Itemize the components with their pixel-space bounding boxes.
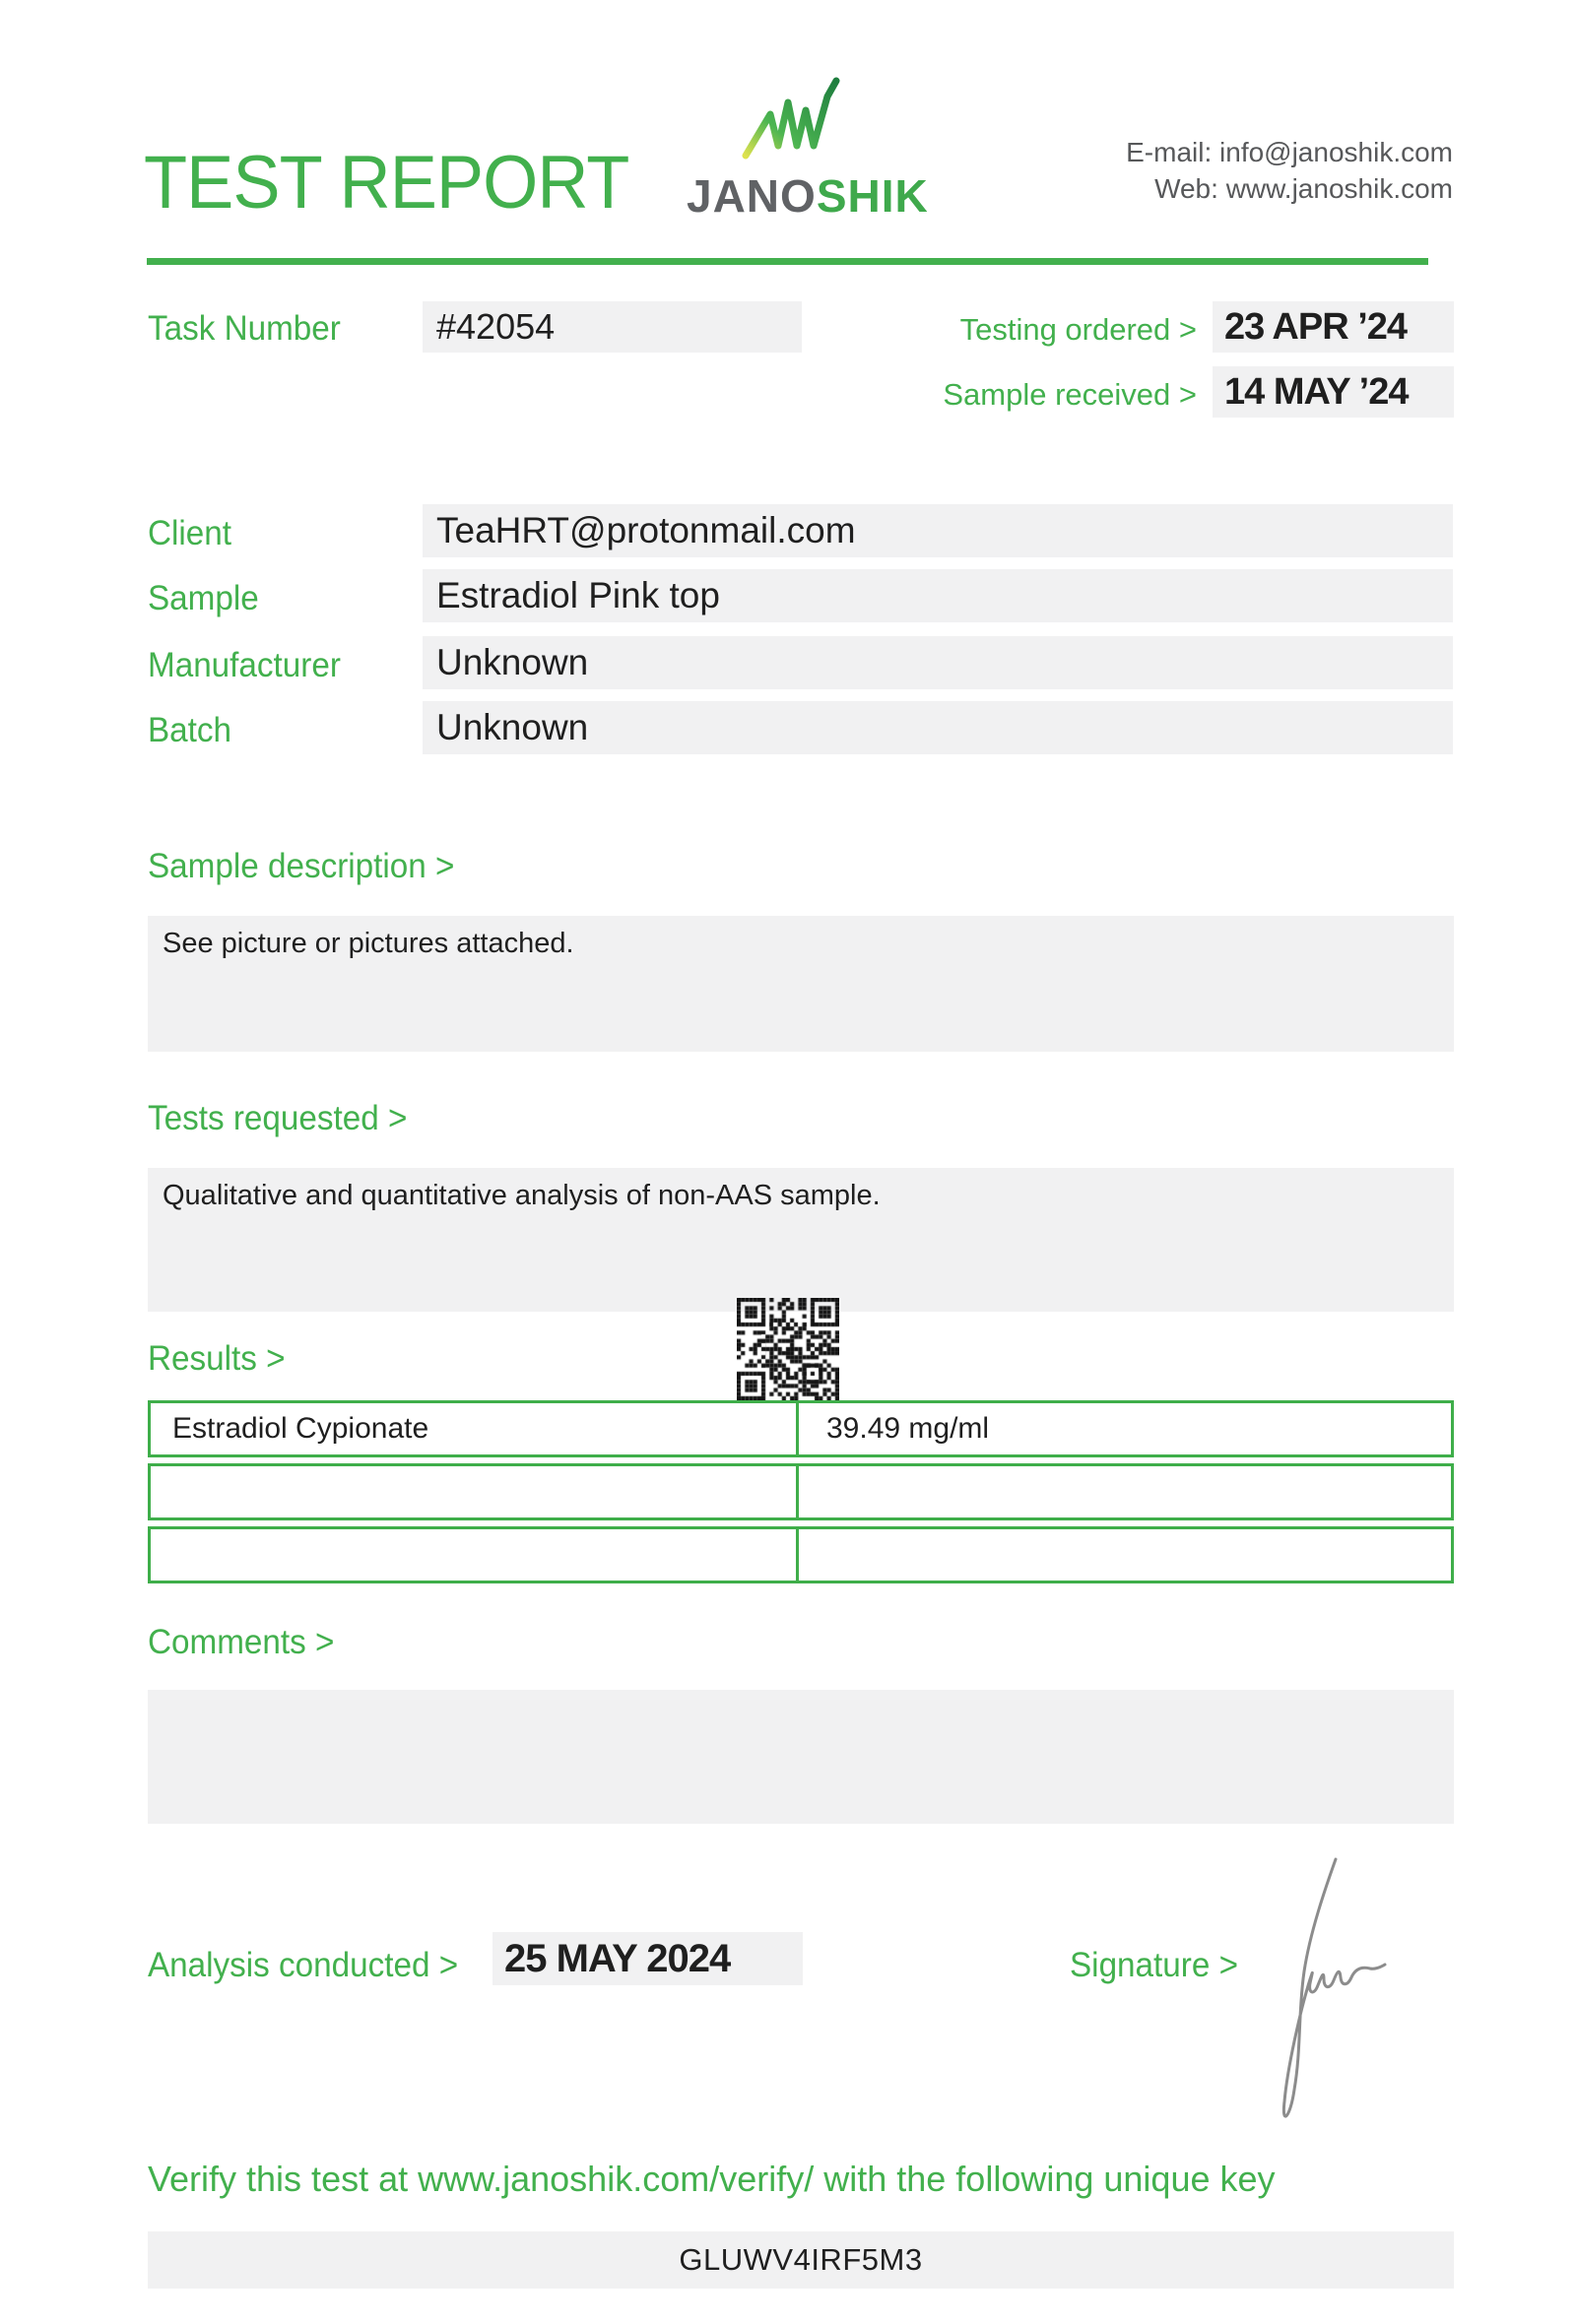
sample-description-text: See picture or pictures attached.	[163, 928, 574, 959]
result-substance	[151, 1466, 799, 1517]
tests-requested-box	[148, 1168, 1454, 1312]
growth-chart-icon	[739, 69, 842, 160]
batch-box	[423, 701, 1453, 754]
header-divider	[147, 258, 1428, 265]
batch-value: Unknown	[436, 707, 589, 747]
unique-key-box	[148, 2231, 1454, 2289]
signature-scrawl	[1261, 1853, 1409, 2144]
unique-key: GLUWV4IRF5M3	[679, 2242, 923, 2277]
verify-text: Verify this test at www.janoshik.com/verify/ with the following unique key	[148, 2159, 1276, 2199]
results-row	[148, 1463, 1454, 1520]
tests-requested-text: Qualitative and quantitative analysis of non-AAS sample.	[163, 1180, 881, 1211]
page-title: TEST REPORT	[144, 141, 629, 225]
sample-received-label: Sample received >	[943, 377, 1197, 412]
client-value: TeaHRT@protonmail.com	[436, 510, 856, 550]
results-row	[148, 1400, 1454, 1457]
signature-label: Signature >	[1070, 1946, 1238, 1984]
analysis-date: 25 MAY 2024	[504, 1937, 731, 1980]
results-label: Results >	[148, 1339, 286, 1378]
task-number-box	[423, 301, 802, 353]
result-substance: Estradiol Cypionate	[151, 1403, 799, 1454]
results-row	[148, 1526, 1454, 1583]
task-number-label: Task Number	[148, 309, 341, 348]
analysis-conducted-label: Analysis conducted >	[148, 1946, 459, 1984]
task-number-value: #42054	[436, 306, 556, 347]
result-substance	[151, 1529, 799, 1581]
tests-requested-label: Tests requested >	[148, 1099, 408, 1137]
contact-web: Web: www.janoshik.com	[1154, 173, 1453, 204]
sample-value: Estradiol Pink top	[436, 575, 720, 615]
testing-ordered-label: Testing ordered >	[959, 312, 1197, 347]
result-value: 39.49 mg/ml	[826, 1412, 990, 1445]
sample-received-date: 14 MAY ’24	[1224, 371, 1409, 413]
sample-description-label: Sample description >	[148, 847, 455, 885]
client-box	[423, 504, 1453, 557]
comments-text	[148, 1690, 1454, 1713]
testing-ordered-date: 23 APR ’24	[1224, 306, 1408, 348]
logo-text-gray: JANO	[687, 170, 817, 222]
sample-received-box	[1213, 366, 1454, 418]
sample-label: Sample	[148, 579, 259, 617]
manufacturer-label: Manufacturer	[148, 646, 341, 684]
sample-box	[423, 569, 1453, 622]
logo-text-green: SHIK	[816, 170, 929, 222]
comments-label: Comments >	[148, 1623, 335, 1661]
analysis-date-box	[492, 1932, 803, 1985]
result-value	[799, 1529, 1451, 1581]
result-value	[799, 1466, 1451, 1517]
client-label: Client	[148, 514, 232, 552]
comments-box	[148, 1690, 1454, 1824]
qr-code	[737, 1298, 839, 1400]
manufacturer-box	[423, 636, 1453, 689]
batch-label: Batch	[148, 711, 232, 749]
sample-description-box	[148, 916, 1454, 1052]
testing-ordered-box	[1213, 301, 1454, 353]
logo-wordmark	[687, 169, 929, 223]
results-table	[148, 1400, 1454, 1589]
manufacturer-value: Unknown	[436, 642, 589, 682]
contact-email: E-mail: info@janoshik.com	[1126, 137, 1453, 167]
contact-block	[1126, 134, 1453, 207]
